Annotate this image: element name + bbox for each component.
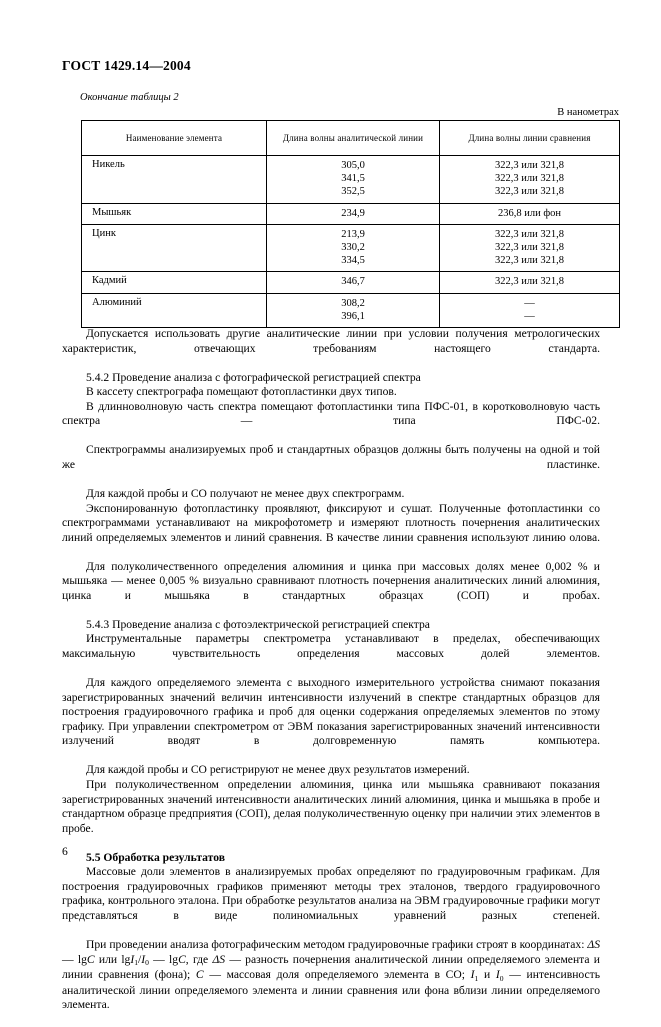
cell-reference-lines	[440, 272, 620, 293]
text-fragment: — массовая доля определяемого элемента в СО;	[203, 968, 471, 982]
column-header-reference-line: Длина волны линии сравнения	[440, 121, 620, 156]
standard-number-header: ГОСТ 1429.14—2004	[62, 58, 191, 73]
formula-i: I	[495, 968, 500, 982]
paragraph: Массовые доли элементов в анализируемых пробах определяют по градуировочным графикам. Для построения градуировочных графиков применяют методы трех эталонов, твердого градуировочного графика, контрольного эталона. При обработке результатов анализа на ЭВМ градуировочные графики могут представляться в виде полиномиальных уравнений разных степеней.	[62, 865, 600, 922]
value-line: 322,3 или 321,8	[495, 228, 564, 240]
value-line: —	[524, 310, 535, 322]
formula-i: I	[130, 952, 135, 966]
table-header-row	[82, 121, 620, 156]
text-fragment: — разность почернения аналитической линии определяемого элемента и линии сравнения (фона);	[62, 952, 600, 982]
text-fragment: — lg	[148, 952, 179, 966]
value-line: 322,3 или 321,8	[495, 186, 564, 198]
value-line: 322,3 или 321,8	[495, 160, 564, 171]
cell-analytical-lines	[267, 156, 440, 204]
value-line: 322,3 или 321,8	[495, 276, 564, 288]
value-line: 346,7	[341, 276, 365, 288]
paragraph: В длинноволновую часть спектра помещают фотопластинки типа ПФС-01, в коротковолновую часть спектра — типа ПФС-02.	[62, 399, 600, 428]
value-line: 322,3 или 321,8	[495, 173, 564, 185]
table-row	[82, 272, 620, 293]
table-row	[82, 203, 620, 224]
value-line: 341,5	[341, 173, 365, 185]
value-line: 308,2	[341, 297, 365, 309]
cell-element-name: Никель	[82, 156, 267, 204]
subscript-0: 0	[499, 973, 504, 983]
paragraph: Для каждой пробы и СО регистрируют не менее двух результатов измерений.	[86, 763, 470, 777]
clause-5-4-2-heading: 5.4.2 Проведение анализа с фотографической регистрацией спектра	[86, 370, 421, 384]
body-content	[62, 327, 600, 1027]
cell-analytical-lines	[267, 203, 440, 224]
value-line: 330,2	[341, 242, 365, 254]
subscript-0: 0	[145, 958, 149, 968]
formula-c: C	[86, 952, 95, 966]
paragraph: Экспонированную фотопластинку проявляют, фиксируют и сушат. Полученные фотопластинки со спектрограммами устанавливают на микрофотометр и измеряют плотность почернения аналитических линий определяемых элементов и линий сравнения. В качестве линии сравнения используют линию олова.	[62, 501, 600, 544]
value-line: 322,3 или 321,8	[495, 255, 564, 267]
cell-reference-lines	[440, 224, 620, 272]
text-fragment: /	[138, 952, 142, 966]
value-line: 352,5	[341, 186, 365, 198]
table-row	[82, 156, 620, 204]
paragraph: Для полуколичественного определения алюминия и цинка при массовых долях менее 0,002 % и мышьяка — менее 0,005 % визуально сравнивают плотность почернения аналитических линий алюминия, цинка и мышьяка в стандартных образцах (СОП) и пробах.	[62, 559, 600, 602]
table-units-note: В нанометрах	[557, 107, 619, 118]
value-line: 234,9	[341, 207, 365, 219]
paragraph: Для каждой пробы и СО получают не менее двух спектрограмм.	[86, 487, 405, 501]
paragraph: Инструментальные параметры спектрометра устанавливают в пределах, обеспечивающих максимальную чувствительность определения массовых долей элементов.	[62, 632, 600, 661]
table-caption: Окончание таблицы 2	[80, 92, 179, 103]
cell-element-name: Кадмий	[82, 272, 267, 293]
formula-c: C	[178, 952, 186, 966]
text-fragment: или lg	[94, 952, 131, 966]
column-header-analytical-line: Длина волны аналитической линии	[267, 121, 440, 156]
value-line: 322,3 или 321,8	[495, 242, 564, 254]
subscript-1: 1	[134, 958, 139, 968]
cell-reference-lines	[440, 156, 620, 204]
paragraph-with-formula	[62, 938, 600, 1027]
text-fragment: — интенсивность аналитической линии определяемого элемента и линии сравнения или фона вблизи линии определяемого элемента.	[62, 968, 600, 1012]
text-fragment: , где	[185, 952, 213, 966]
paragraph: Спектрограммы анализируемых проб и стандартных образцов должны быть получены на одной и той же пластинке.	[62, 443, 600, 471]
value-line: 236,8 или фон	[497, 207, 562, 219]
page-number: 6	[62, 845, 68, 858]
text-fragment: При проведении анализа фотографическим методом градуировочные графики строят в координатах:	[86, 937, 588, 951]
cell-element-name: Мышьяк	[82, 203, 267, 224]
text-fragment: и	[478, 968, 496, 982]
cell-element-name: Цинк	[82, 224, 267, 272]
formula-delta-s: ΔS	[587, 937, 600, 951]
cell-element-name: Алюминий	[82, 293, 267, 327]
spectral-lines-table	[81, 120, 620, 328]
formula-i: I	[470, 968, 475, 982]
text-fragment: — lg	[62, 952, 87, 966]
column-header-element-name: Наименование элемента	[82, 121, 267, 156]
formula-i: I	[141, 952, 146, 966]
clause-5-5-heading: 5.5 Обработка результатов	[86, 850, 225, 864]
cell-analytical-lines	[267, 293, 440, 327]
formula-delta-s: ΔS	[212, 952, 226, 966]
cell-reference-lines	[440, 203, 620, 224]
subscript-1: 1	[474, 973, 479, 983]
paragraph: Для каждого определяемого элемента с выходного измерительного устройства снимают показания зарегистрированных значений величин интенсивности излучений в спектре стандартных образцов для построения градуировочного графика и проб для оценки содержания определяемых элементов по этому графику. При управлении спектрометром от ЭВМ показания зарегистрированных значений интенсивности излучений вводят в долговременную память компьютера.	[62, 676, 600, 748]
cell-analytical-lines	[267, 224, 440, 272]
value-line: 396,1	[341, 310, 365, 322]
cell-analytical-lines	[267, 272, 440, 293]
paragraph: В кассету спектрографа помещают фотопластинки двух типов.	[86, 385, 397, 399]
clause-5-4-3-heading: 5.4.3 Проведение анализа с фотоэлектрической регистрацией спектра	[86, 617, 430, 631]
paragraph: Допускается использовать другие аналитические линии при условии получения метрологических характеристик, отвечающих требованиям настоящего стандарта.	[62, 327, 600, 355]
paragraph: При полуколичественном определении алюминия, цинка или мышьяка сравнивают показания зарегистрированных значений интенсивности аналитических линий алюминия, цинка и мышьяка в пробе и стандартном образце предприятия (СОП), делая полуколичественную оценку при наличии этих элементов в пробе.	[62, 777, 600, 835]
value-line: 334,5	[341, 255, 365, 267]
cell-reference-lines	[440, 293, 620, 327]
formula-c: C	[195, 968, 204, 982]
table-row	[82, 293, 620, 327]
value-line: —	[524, 297, 535, 309]
table-body	[82, 156, 620, 328]
table-row	[82, 224, 620, 272]
value-line: 305,0	[341, 160, 365, 171]
value-line: 213,9	[341, 228, 365, 240]
